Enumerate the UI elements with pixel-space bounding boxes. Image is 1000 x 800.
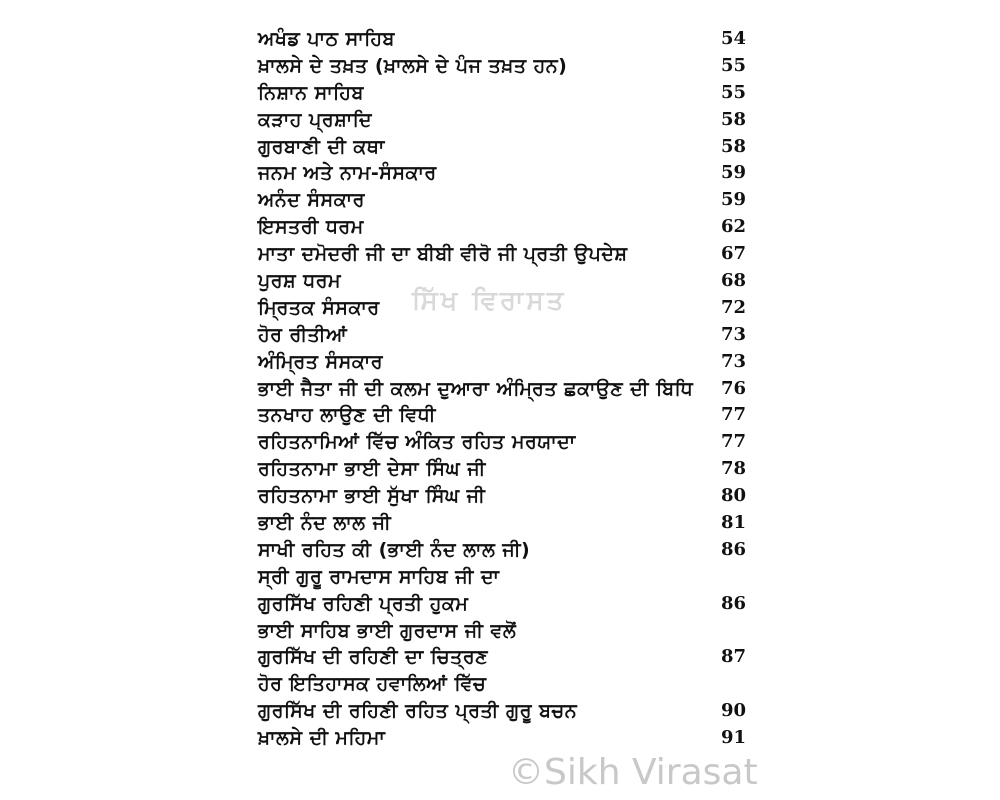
toc-entry-title: ਇਸਤਰੀ ਧਰਮ [258, 216, 364, 239]
toc-entry [258, 134, 758, 161]
toc-entry-title: ਅੰਮ੍ਰਿਤ ਸੰਸਕਾਰ [258, 350, 383, 373]
toc-entry [258, 107, 758, 134]
toc-entry-page-number: 67 [720, 243, 746, 265]
toc-entry-page-number: 76 [720, 377, 746, 399]
toc-entry-title: ਭਾਈ ਜੈਤਾ ਜੀ ਦੀ ਕਲਮ ਦੁਆਰਾ ਅੰਮ੍ਰਿਤ ਛਕਾਉਣ ਦੀ ਬਿਧਿ [258, 377, 694, 400]
toc-entry [258, 564, 758, 591]
toc-entry-title: ਗੁਰਬਾਣੀ ਦੀ ਕਥਾ [258, 135, 385, 158]
toc-entry-page-number: 87 [720, 646, 746, 668]
toc-entry-page-number: 86 [720, 592, 746, 614]
toc-entry-page-number: 90 [720, 700, 746, 722]
table-of-contents [258, 26, 758, 752]
toc-entry-page-number: 78 [720, 458, 746, 480]
toc-entry-title: ਭਾਈ ਨੰਦ ਲਾਲ ਜੀ [258, 512, 392, 535]
toc-entry-title: ਖ਼ਾਲਸੇ ਦੇ ਤਖ਼ਤ (ਖ਼ਾਲਸੇ ਦੇ ਪੰਜ ਤਖ਼ਤ ਹਨ) [258, 54, 568, 77]
toc-entry-title: ਗੁਰਸਿੱਖ ਦੀ ਰਹਿਣੀ ਰਹਿਤ ਪ੍ਰਤੀ ਗੁਰੂ ਬਚਨ [258, 700, 578, 723]
toc-entry-title: ਰਹਿਤਨਾਮਾ ਭਾਈ ਸੁੱਖਾ ਸਿੰਘ ਜੀ [258, 485, 486, 508]
toc-entry-page-number: 55 [720, 54, 746, 76]
toc-entry-title: ਜਨਮ ਅਤੇ ਨਾਮ-ਸੰਸਕਾਰ [258, 162, 437, 185]
toc-entry-page-number: 72 [720, 296, 746, 318]
toc-entry [258, 402, 758, 429]
toc-entry [258, 160, 758, 187]
watermark-copyright: ©Sikh Virasat [508, 752, 758, 793]
toc-entry-page-number: 81 [720, 512, 746, 534]
toc-entry-title: ਅਖੰਡ ਪਾਠ ਸਾਹਿਬ [258, 28, 395, 50]
toc-entry [258, 725, 758, 752]
toc-entry [258, 510, 758, 537]
toc-entry-title: ਮ੍ਰਿਤਕ ਸੰਸਕਾਰ [258, 296, 380, 319]
toc-entry [258, 214, 758, 241]
toc-entry-title: ਹੋਰ ਰੀਤੀਆਂ [258, 323, 348, 346]
toc-entry [258, 698, 758, 725]
toc-entry-title: ਕੜਾਹ ਪ੍ਰਸ਼ਾਦਿ [258, 108, 372, 131]
toc-entry-page-number: 73 [720, 350, 746, 372]
toc-entry-title: ਹੋਰ ਇਤਿਹਾਸਕ ਹਵਾਲਿਆਂ ਵਿੱਚ [258, 673, 487, 696]
toc-entry-page-number: 59 [720, 189, 746, 211]
toc-entry-page-number: 58 [720, 108, 746, 130]
toc-entry-page-number: 68 [720, 270, 746, 292]
toc-entry [258, 671, 758, 698]
toc-entry-title: ਸ੍ਰੀ ਗੁਰੂ ਰਾਮਦਾਸ ਸਾਹਿਬ ਜੀ ਦਾ [258, 565, 500, 588]
toc-entry [258, 241, 758, 268]
toc-entry [258, 187, 758, 214]
toc-entry [258, 591, 758, 618]
toc-entry-page-number: 80 [720, 485, 746, 507]
toc-entry [258, 483, 758, 510]
toc-entry [258, 322, 758, 349]
toc-entry [258, 26, 758, 53]
toc-entry-page-number: 55 [720, 81, 746, 103]
toc-entry-page-number: 54 [720, 28, 746, 49]
toc-entry-title: ਗੁਰਸਿੱਖ ਦੀ ਰਹਿਣੀ ਦਾ ਚਿਤ੍ਰਣ [258, 646, 488, 669]
toc-entry-page-number: 58 [720, 135, 746, 157]
toc-entry-title: ਅਨੰਦ ਸੰਸਕਾਰ [258, 189, 365, 212]
toc-entry [258, 456, 758, 483]
toc-entry-title: ਰਹਿਤਨਾਮਾ ਭਾਈ ਦੇਸਾ ਸਿੰਘ ਜੀ [258, 458, 486, 481]
toc-entry-title: ਤਨਖਾਹ ਲਾਉਣ ਦੀ ਵਿਧੀ [258, 404, 436, 427]
toc-entry [258, 376, 758, 403]
toc-entry-title: ਭਾਈ ਸਾਹਿਬ ਭਾਈ ਗੁਰਦਾਸ ਜੀ ਵਲੋਂ [258, 619, 517, 642]
toc-entry [258, 349, 758, 376]
toc-entry-page-number: 62 [720, 216, 746, 238]
toc-entry [258, 618, 758, 645]
toc-entry [258, 644, 758, 671]
toc-entry [258, 53, 758, 80]
toc-entry-page-number: 91 [720, 727, 746, 749]
toc-entry-title: ਪੁਰਸ਼ ਧਰਮ [258, 270, 342, 293]
toc-entry-page-number: 86 [720, 538, 746, 560]
toc-entry-title: ਸਾਖੀ ਰਹਿਤ ਕੀ (ਭਾਈ ਨੰਦ ਲਾਲ ਜੀ) [258, 538, 531, 561]
toc-entry-title: ਮਾਤਾ ਦਮੋਦਰੀ ਜੀ ਦਾ ਬੀਬੀ ਵੀਰੋ ਜੀ ਪ੍ਰਤੀ ਉਪਦੇਸ਼ [258, 243, 628, 266]
toc-entry-title: ਰਹਿਤਨਾਮਿਆਂ ਵਿੱਚ ਅੰਕਿਤ ਰਹਿਤ ਮਰਯਾਦਾ [258, 431, 576, 454]
toc-entry [258, 80, 758, 107]
toc-entry-title: ਖ਼ਾਲਸੇ ਦੀ ਮਹਿਮਾ [258, 727, 386, 750]
toc-entry-title: ਗੁਰਸਿੱਖ ਰਹਿਣੀ ਪ੍ਰਤੀ ਹੁਕਮ [258, 592, 469, 615]
toc-entry-title: ਨਿਸ਼ਾਨ ਸਾਹਿਬ [258, 81, 364, 104]
toc-entry-page-number: 77 [720, 431, 746, 453]
toc-entry-page-number: 77 [720, 404, 746, 426]
toc-entry [258, 537, 758, 564]
toc-entry-page-number: 73 [720, 323, 746, 345]
toc-entry [258, 429, 758, 456]
watermark-center: ਸਿੱਖ ਵਿਰਾਸਤ [412, 286, 567, 316]
toc-entry-page-number: 59 [720, 162, 746, 184]
